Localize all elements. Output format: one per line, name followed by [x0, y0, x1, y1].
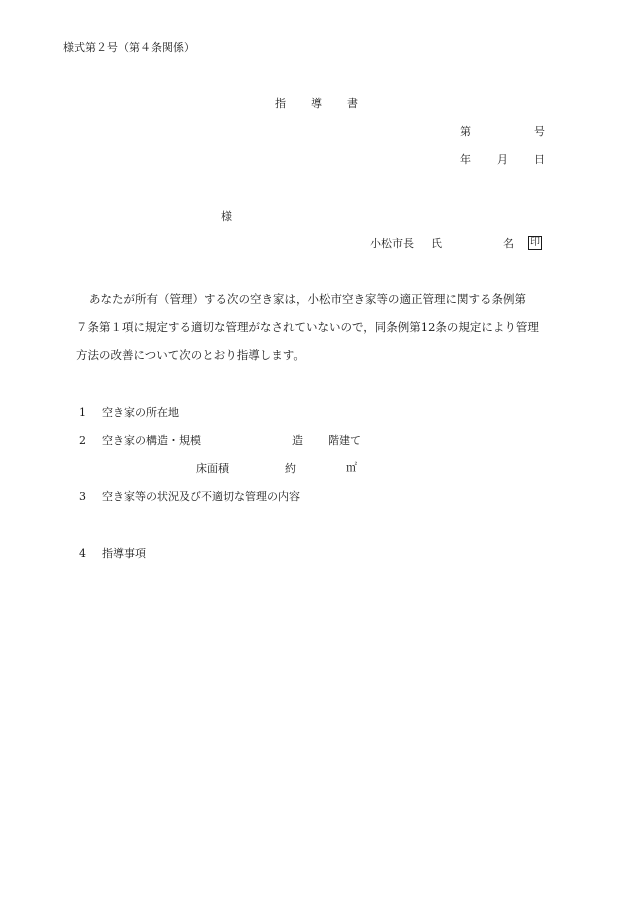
title-char-2: 導	[311, 97, 322, 110]
item-2-approx: 約	[285, 462, 296, 475]
item-1-number: 1	[79, 406, 86, 419]
issuer-title: 小松市長	[370, 237, 414, 250]
date-day: 日	[534, 153, 545, 166]
addressee-honorific: 様	[221, 210, 232, 223]
item-4-label: 指導事項	[102, 547, 146, 560]
form-label: 様式第２号（第４条関係）	[63, 41, 195, 54]
item-2-floor-area-label: 床面積	[196, 462, 229, 475]
body-line-3: 方法の改善について次のとおり指導します。	[76, 348, 305, 362]
item-4-number: 4	[79, 547, 86, 560]
body-line-2: ７条第１項に規定する適切な管理がなされていないので，同条例第12条の規定により管理	[76, 320, 539, 334]
title-char-1: 指	[275, 97, 286, 110]
body-line-1: あなたが所有（管理）する次の空き家は，小松市空き家等の適正管理に関する条例第	[89, 292, 526, 306]
item-2-label: 空き家の構造・規模	[102, 434, 201, 447]
doc-number-suffix: 号	[534, 125, 545, 138]
item-2-floors: 階建て	[328, 434, 361, 447]
doc-number-prefix: 第	[460, 125, 471, 138]
seal-char: 印	[530, 237, 540, 248]
item-2-unit: ㎡	[346, 461, 357, 474]
item-1-label: 空き家の所在地	[102, 406, 179, 419]
item-3-number: 3	[79, 490, 86, 503]
issuer-name-shi: 氏	[431, 237, 442, 250]
date-year: 年	[460, 153, 471, 166]
item-2-number: 2	[79, 434, 86, 447]
item-2-structure: 造	[292, 434, 303, 447]
seal-mark	[528, 236, 542, 250]
title-char-3: 書	[347, 97, 358, 110]
item-3-label: 空き家等の状況及び不適切な管理の内容	[102, 490, 300, 503]
issuer-name-mei: 名	[503, 237, 514, 250]
date-month: 月	[497, 153, 508, 166]
